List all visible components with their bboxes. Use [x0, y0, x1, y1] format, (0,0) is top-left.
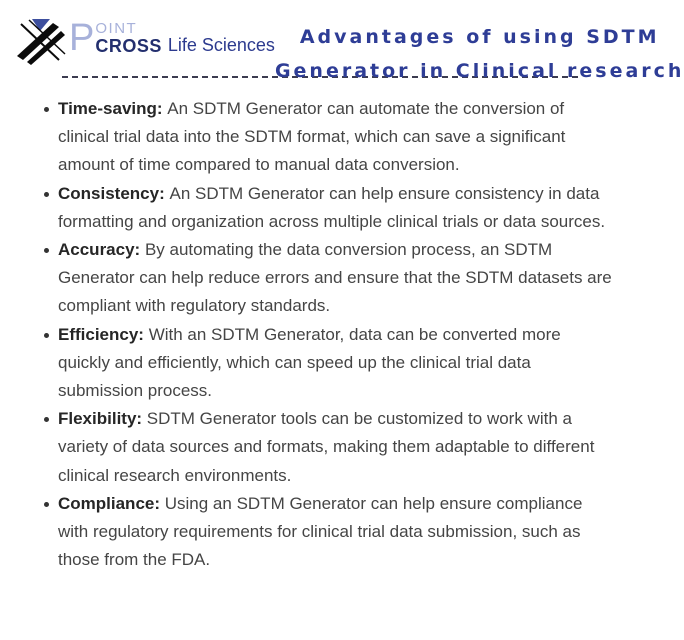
bullet-text: An SDTM Generator can help ensure consistency in data formatting and organization across multiple clinical trials or data sources. [58, 183, 606, 231]
bullet-text: Using an SDTM Generator can help ensure compliance with regulatory requirements for clinical trial data submission, such as those from the FDA. [58, 493, 583, 570]
bullet-label: Flexibility: [58, 409, 147, 429]
page-title [275, 14, 684, 88]
advantages-list [43, 95, 614, 574]
logo-tagline: Life Sciences [167, 35, 275, 55]
list-item [43, 180, 614, 236]
bullet-label: Accuracy: [58, 240, 145, 260]
logo-point-initial: P [69, 17, 95, 59]
header [0, 0, 684, 82]
list-item [43, 321, 614, 406]
bullet-label: Compliance: [58, 493, 165, 513]
logo-wordmark [69, 14, 275, 59]
bullet-label: Time-saving: [58, 99, 168, 118]
pointcross-x-icon [15, 14, 67, 64]
bullet-label: Efficiency: [58, 324, 149, 344]
bullet-text: SDTM Generator tools can be customized to work with a variety of data sources and formats, making them adaptable to different clinical research environments. [58, 409, 595, 485]
bullet-text: With an SDTM Generator, data can be converted more quickly and efficiently, which can speed up the clinical trial data submission process. [58, 324, 561, 401]
logo-point-text: OINT [95, 20, 138, 37]
page-title-line2: Generator in Clinical research [274, 60, 684, 82]
list-item [43, 236, 614, 321]
bullet-label: Consistency: [58, 183, 170, 203]
list-item [43, 490, 614, 575]
bullet-text: An SDTM Generator can automate the conversion of clinical trial data into the SDTM format, which can save a significant amount of time compared to manual data conversion. [58, 99, 566, 175]
bullet-text: By automating the data conversion process, an SDTM Generator can help reduce errors and ensure that the SDTM datasets are compliant with regulatory standards. [58, 240, 612, 316]
list-item [43, 95, 614, 180]
page-title-line1: Advantages of using SDTM [299, 26, 660, 48]
list-item [43, 405, 614, 490]
pointcross-logo [15, 14, 275, 64]
logo-cross-text: CROSS [95, 36, 162, 56]
